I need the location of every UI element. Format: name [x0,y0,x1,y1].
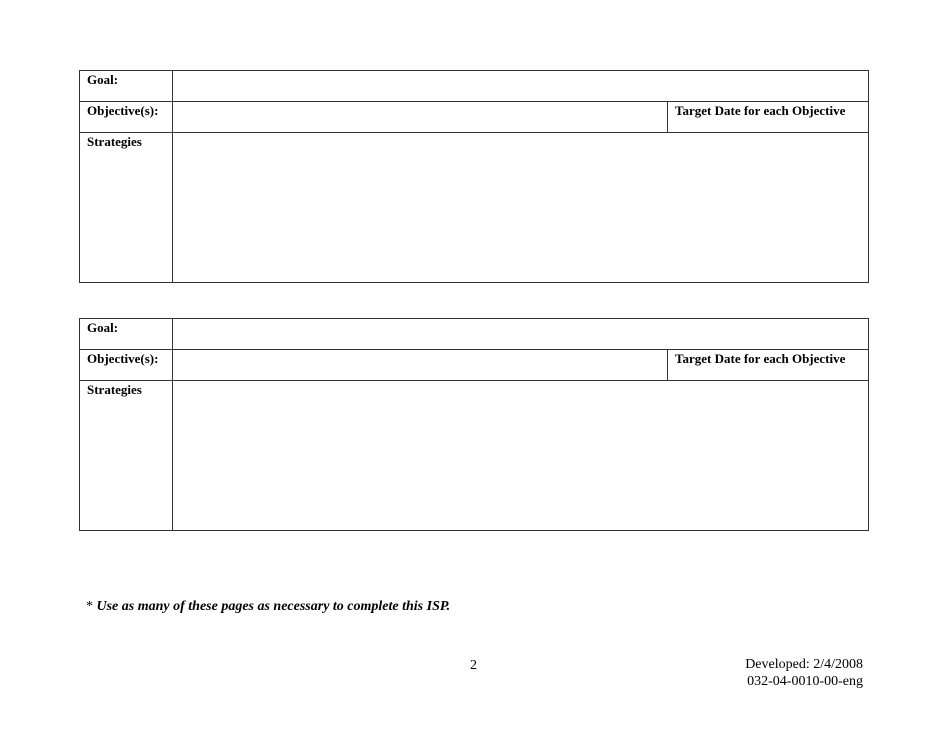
objective-label: Objective(s): [80,350,173,380]
target-date-label: Target Date for each Objective [667,102,868,132]
form-info [745,656,863,690]
objective-row [80,350,868,381]
isp-goal-table-2 [79,318,869,531]
form-code: 032-04-0010-00-eng [747,674,863,689]
footnote [86,598,450,615]
page-number: 2 [470,658,477,673]
target-date-label: Target Date for each Objective [667,350,868,380]
goal-row [80,319,868,350]
footnote-marker: * [86,599,93,614]
strategies-label: Strategies [80,381,173,530]
goal-row [80,71,868,102]
goal-label: Goal: [80,319,173,349]
strategies-field[interactable] [173,133,868,282]
objective-row [80,102,868,133]
developed-date: Developed: 2/4/2008 [745,657,863,672]
objective-label: Objective(s): [80,102,173,132]
objective-field[interactable] [173,102,667,132]
footnote-text: Use as many of these pages as necessary to complete this ISP. [96,599,451,614]
strategies-row [80,381,868,530]
goal-field[interactable] [173,319,868,349]
strategies-field[interactable] [173,381,868,530]
goal-field[interactable] [173,71,868,101]
strategies-row [80,133,868,282]
strategies-label: Strategies [80,133,173,282]
objective-field[interactable] [173,350,667,380]
isp-goal-table-1 [79,70,869,283]
goal-label: Goal: [80,71,173,101]
